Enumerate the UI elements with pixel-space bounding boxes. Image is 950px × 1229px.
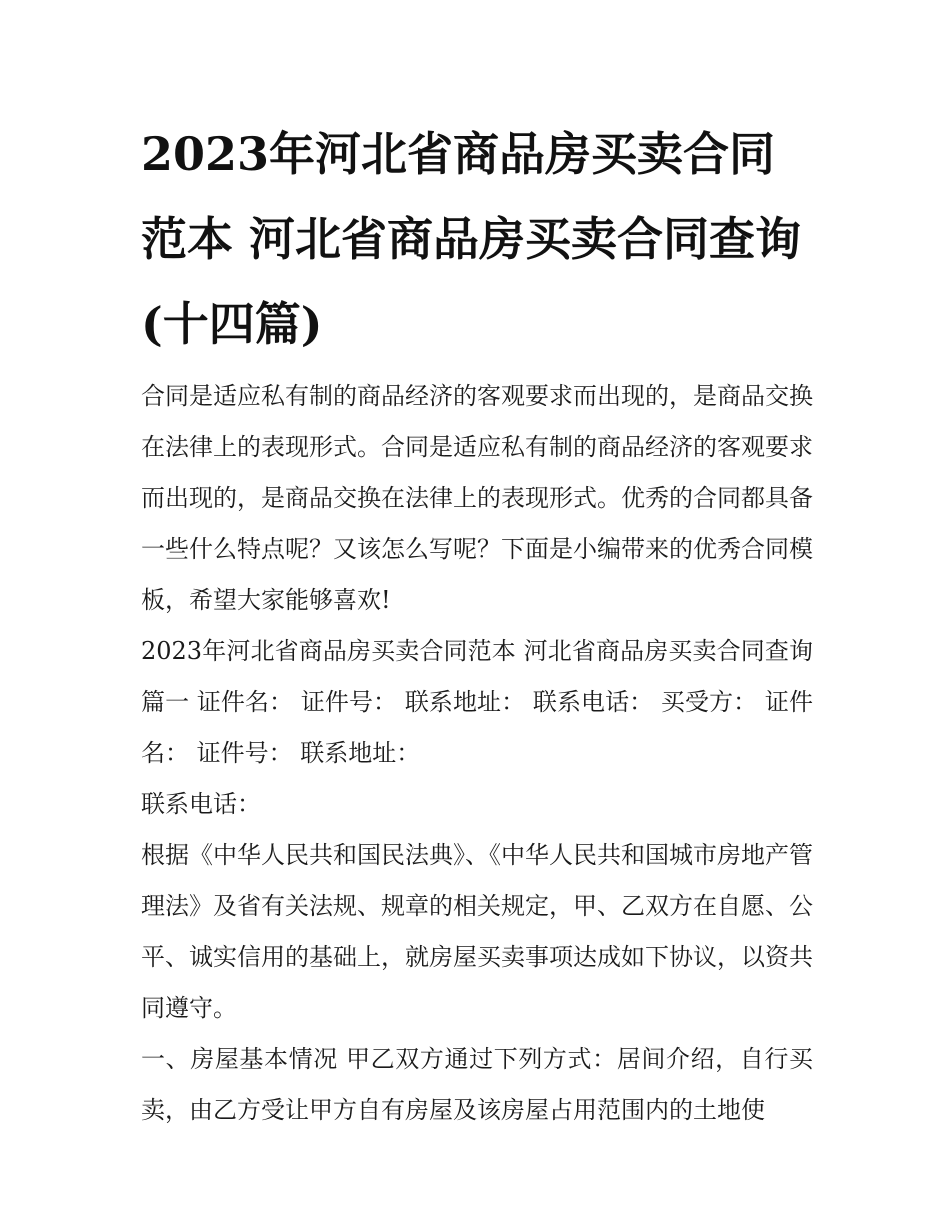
document-body [141, 112, 813, 1136]
legal-basis-paragraph: 根据《中华人民共和国民法典》、《中华人民共和国城市房地产管理法》及省有关法规、规章的相关规定，甲、乙双方在自愿、公平、诚实信用的基础上，就房屋买卖事项达成如下协议，以资共同遵守。 [141, 841, 813, 1022]
house-basic-info-paragraph: 一、房屋基本情况 甲乙双方通过下列方式：居间介绍，自行买卖，由乙方受让甲方自有房屋及该房屋占用范围内的土地使 [141, 1045, 813, 1124]
document-title: 2023年河北省商品房买卖合同范本 河北省商品房买卖合同查询(十四篇) [141, 127, 802, 351]
contact-phone-paragraph: 联系电话： [141, 790, 261, 818]
intro-paragraph: 合同是适应私有制的商品经济的客观要求而出现的，是商品交换在法律上的表现形式。合同是适应私有制的商品经济的客观要求而出现的，是商品交换在法律上的表现形式。优秀的合同都具备一些什么特点呢？又该怎么写呢？下面是小编带来的优秀合同模板，希望大家能够喜欢! [141, 382, 813, 614]
contract-parties-paragraph: 2023年河北省商品房买卖合同范本 河北省商品房买卖合同查询篇一 证件名： 证件号： 联系地址： 联系电话： 买受方： 证件名： 证件号： 联系地址： [141, 637, 813, 767]
